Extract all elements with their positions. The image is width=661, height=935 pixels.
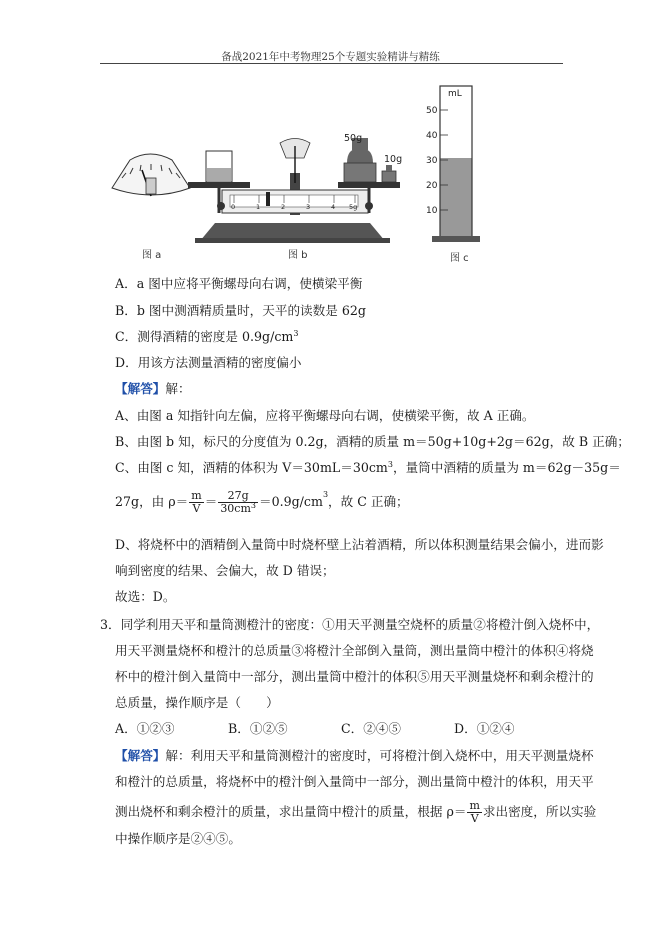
- q2-option-a: A．a 图中应将平衡螺母向右调，使横梁平衡: [115, 276, 363, 291]
- q2-solution-d-line2: 响到密度的结果、会偏大，故 D 错误；: [115, 563, 335, 578]
- q3-answer-line4: 中操作顺序是②④⑤。: [115, 831, 241, 846]
- q3-option-d: D．①②④: [454, 721, 515, 736]
- q3-stem-line3: 杯中的橙汁倒入量筒中一部分，测出量筒中橙汁的体积⑤用天平测量烧杯和剩余橙汁的: [115, 669, 594, 684]
- fraction-denominator: V: [470, 812, 479, 825]
- q3-option-b: B．①②⑤: [228, 721, 288, 736]
- cylinder-tick-30: 30: [426, 156, 438, 166]
- cylinder-tick-40: 40: [426, 131, 438, 141]
- header-divider: [100, 63, 563, 64]
- q3-answer-line3: [115, 800, 596, 825]
- ruler-tick-2: 2: [281, 203, 286, 211]
- mass-10g-label: 10g: [384, 154, 403, 165]
- q2-solution-b: B、由图 b 知，标尺的分度值为 0.2g，酒精的质量 m＝50g+10g+2g＝62g，故 B 正确；: [115, 434, 630, 449]
- cylinder-unit: mL: [448, 89, 462, 99]
- q2-option-b: B．b 图中测酒精质量时，天平的读数是 62g: [115, 303, 366, 318]
- q2-option-c: [115, 329, 298, 345]
- ruler-tick-1: 1: [256, 203, 261, 211]
- q3-stem-text: 同学利用天平和量筒测橙汁的密度：①用天平测量空烧杯的质量②将橙汁倒入烧杯中，: [120, 617, 600, 632]
- superscript: 3: [387, 460, 393, 469]
- ruler-tick-0: 0: [231, 203, 236, 211]
- ans3-part-a: 测出烧杯和剩余橙汁的质量，求出量筒中橙汁的质量，根据 ρ＝: [115, 804, 467, 819]
- figure-b-label: 图 b: [288, 250, 308, 261]
- sol-c-part2a: 27g，由 ρ＝: [115, 494, 189, 509]
- q2-answer-heading: [115, 381, 191, 397]
- q2-option-d: D．用该方法测量酒精的密度偏小: [115, 355, 302, 370]
- superscript: 3: [322, 490, 329, 499]
- balance-figure: [100, 78, 490, 268]
- question-number: 3．: [100, 617, 121, 632]
- q2-solution-a: A、由图 a 知指针向左偏，应将平衡螺母向右调，使横梁平衡，故 A 正确。: [115, 408, 535, 423]
- q2-option-c-text: C．测得酒精的密度是 0.9g/cm: [115, 329, 294, 344]
- balance-figure-b: [188, 133, 402, 243]
- sol-c-part1b: ，量筒中酒精的质量为 m＝62g－35g＝: [392, 460, 621, 475]
- density-fraction: [189, 490, 203, 515]
- q2-solution-d-line1: D、将烧杯中的酒精倒入量筒中时烧杯壁上沾着酒精，所以体积测量结果会偏小，进而影: [115, 537, 604, 552]
- q2-solution-c-line2: [115, 490, 409, 515]
- ruler-tick-3: 3: [306, 203, 311, 211]
- q3-answer-text: 解：利用天平和量筒测橙汁的密度时，可将橙汁倒入烧杯中，用天平测量烧杯: [165, 748, 594, 763]
- answer-tag: 【解答】: [115, 748, 166, 763]
- fraction-denominator: 30cm: [220, 502, 251, 515]
- q3-option-a: A．①②③: [115, 721, 175, 736]
- answer-tag: 【解答】: [115, 381, 166, 396]
- value-fraction: [218, 490, 258, 515]
- answer-intro: 解：: [165, 381, 191, 396]
- cylinder-tick-50: 50: [426, 106, 438, 116]
- q2-final-choice: 故选：D。: [115, 589, 176, 604]
- figure-c-label: 图 c: [450, 253, 469, 264]
- fraction-denominator-wrap: [218, 503, 258, 515]
- mass-50g-label: 50g: [344, 133, 363, 144]
- density-fraction: [467, 800, 481, 825]
- cylinder-tick-20: 20: [426, 181, 438, 191]
- cylinder-tick-10: 10: [426, 206, 438, 216]
- q3-stem-line4: 总质量，操作顺序是（ ）: [115, 695, 279, 710]
- ans3-part-b: 求出密度，所以实验: [482, 804, 597, 819]
- ruler-tick-5g: 5g: [349, 203, 358, 211]
- sol-c-part2c: ＝0.9g/cm: [259, 494, 323, 509]
- fraction-denominator: V: [192, 502, 201, 515]
- fraction-numerator: m: [469, 799, 480, 812]
- q3-answer-line2: 和橙汁的总质量，将烧杯中的橙汁倒入量筒中一部分，测出量筒中橙汁的体积，用天平: [115, 774, 594, 789]
- fraction-numerator: 27g: [218, 490, 258, 503]
- superscript: 3: [250, 501, 256, 510]
- q3-option-c: C．②④⑤: [341, 721, 402, 736]
- q3-stem-line2: 用天平测量烧杯和橙汁的总质量③将橙汁全部倒入量筒，测出量筒中橙汁的体积④将烧: [115, 643, 594, 658]
- sol-c-part1: C、由图 c 知，酒精的体积为 V＝30mL＝30cm: [115, 460, 388, 475]
- sol-c-part2d: ，故 C 正确；: [328, 494, 409, 509]
- q3-answer-line1: [115, 748, 594, 764]
- ruler-tick-4: 4: [331, 203, 336, 211]
- fraction-numerator: m: [191, 489, 202, 502]
- rider: [266, 192, 270, 206]
- page-header: 备战2021年中考物理25个专题实验精讲与精练: [221, 51, 440, 63]
- sol-c-part2b: ＝: [204, 494, 218, 509]
- q2-solution-c-line1: [115, 460, 621, 476]
- superscript: 3: [293, 329, 299, 338]
- dial-figure-a: [112, 154, 190, 196]
- q3-stem-line1: [100, 617, 599, 633]
- figure-a-label: 图 a: [142, 250, 162, 261]
- cylinder-figure-c: [426, 86, 480, 242]
